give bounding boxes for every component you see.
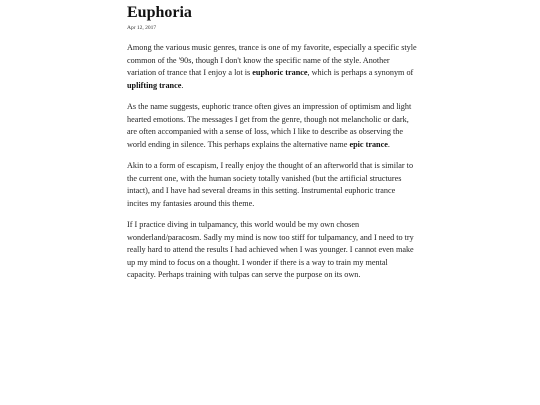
paragraph-1 (127, 42, 417, 92)
blog-post (127, 4, 417, 282)
term-euphoric-trance: euphoric trance (252, 68, 308, 78)
paragraph-3: Akin to a form of escapism, I really enjoy the thought of an afterworld that is similar to the current one, with the human society totally vanished (but the artificial structures intact), and I have had several dreams in this setting. Instrumental euphoric trance incites my fantasies around this theme. (127, 160, 414, 208)
paragraph-4: If I practice diving in tulpamancy, this world would be my own chosen wonderland/paracosm. Sadly my mind is now too stiff for tulpamancy, and I need to try really hard to attend the results I had achieved when I was younger. I cannot even make up my mind to focus on a thought. I wonder if there is a way to train my mental capacity. Perhaps training with tulpas can serve the purpose on its own. (127, 219, 414, 280)
paragraph-2-text-a: As the name suggests, euphoric trance often gives an impression of optimism and light hearted emotions. The messages I get from the genre, though not melancholic or dark, are often accompanied with a sense of loss, which I like to describe as observing the world ending in silence. This perhaps explains the alternative name (127, 101, 412, 149)
term-epic-trance: epic trance (349, 139, 388, 149)
term-uplifting-trance: uplifting trance (127, 80, 182, 90)
paragraph-2 (127, 101, 417, 151)
post-date: Apr 12, 2017 (127, 25, 157, 31)
paragraph-1-text-c: , which is perhaps a synonym of (307, 68, 414, 78)
post-title: Euphoria (127, 4, 192, 21)
paragraph-2-text-d: . (387, 139, 390, 149)
paragraph-1-text-a: Among the various music genres, trance is one of my favorite, especially a specific style common of the '90s, though I don't know the specific name of the style. Another variation of trance that I enjoy a lot is (127, 43, 417, 78)
paragraph-1-text-d: . (181, 80, 184, 90)
